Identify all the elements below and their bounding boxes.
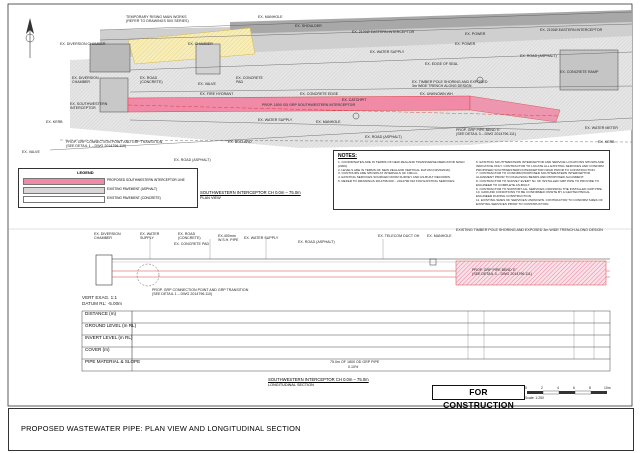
notes-box [333,150,610,210]
label-ex-road-concrete: EX. ROAD (CONCRETE) [140,76,163,84]
note-item: 3. CONTOURS ARE SHOWN AT INTERVALS OF 100mm. [338,171,419,176]
label-ex-fire-hydrant: EX. FIRE HYDRANT [200,92,234,96]
label-ex-edge-of-seal: EX. EDGE OF SEAL [425,62,459,66]
label-ex-timber-pole: EX. TIMBER POLE SHORING AND EXPOSED 3m WIDE TRENCH ALONG DESIGN [412,80,488,88]
note-item: 8. CONTRACTOR TO SURVEY EVERY 5m OF INSTALLED GRP PIPE TO PROVIDE TO ENGINEER TO COMPLETE AS-BUILT. [476,178,600,187]
row-label-cover: COVER (m) [85,347,110,352]
concrete-pad [196,44,220,74]
scale-tick: 8 [589,386,591,390]
detail-callout-circle [137,264,159,286]
label-ex-road-asphalt-mid: EX. ROAD (ASPHALT) [365,135,402,139]
scale-tick: 0 [525,386,527,390]
label-ex-diversion-left: EX. DIVERSION CHAMBER [72,76,99,84]
notes-left-column [338,161,466,184]
section-chamber [96,255,112,285]
label-ex-chamber: EX. CHAMBER [188,42,213,46]
notes-right-column [476,161,604,207]
label-ex-bollard: EX. BOLLARD [228,140,252,144]
label-ex-southwestern-interceptor: EX. SOUTHWESTERN INTERCEPTOR [70,102,108,110]
label-ex-road-asphalt-low: EX. ROAD (ASPHALT) [174,158,211,162]
note-item: 2. LEVELS ARE IN TERMS OF NEW ZEALAND VERTICAL DATUM (NZVD2016). [338,167,451,172]
section-label-road-concrete: EX. ROAD (CONCRETE) [178,232,201,240]
label-prop-grp-connection: PROP. GRP CONNECTION POINT AND GRP TRANSITION (SEE DETAIL 1 – DWG 2014796.110) [66,140,163,148]
scale-tick: 6 [573,386,575,390]
diversion-chamber [90,44,130,72]
section-label-manhole: EX. MANHOLE [427,234,452,238]
label-ex-concrete-edge: EX. CONCRETE EDGE [300,92,339,96]
label-temp-works: TEMPORARY RISING MAIN WORKS (REFER TO DRAWINGS 50X SERIES) [126,15,189,23]
label-proposed-pipe: PROP. 1800 OD GRP SOUTHWESTERN INTERCEPTOR [262,103,356,107]
row-label-distance: DISTANCE (m) [85,311,117,316]
label-ex-power: EX. POWER [455,42,476,46]
note-item: 5. REFER TO DRAWINGS 2014796.000 – 2014796.010 FOR EXISTING SERVICES. [338,178,456,183]
plan-view-title: SOUTHWESTERN INTERCEPTOR CH 0.0m – 75.0m [200,190,301,195]
pipe-slope-value: 0.10% [348,365,359,369]
vert-exag-label: VERT EXAG. 1:1 [82,295,118,300]
section-label-road-asphalt: EX. ROAD (ASPHALT) [298,240,335,244]
label-ex-catchpit: EX. CATCHPIT [342,98,367,102]
datum-label: DATUM RL: -5.00m [82,301,122,306]
legend-label: PROPOSED SOUTHWESTERN INTERCEPTOR LINE [107,178,185,182]
section-label-concrete-pad: EX. CONCRETE PAD [174,242,210,246]
legend-label: EXISTING PAVEMENT (ASPHALT) [107,187,158,191]
label-ex-kerb-left: EX. KERB [46,120,63,124]
scale-label: Scale: 1:250 [525,396,544,400]
label-ex-road-asphalt-top: EX. ROAD (ASPHALT) [520,54,557,58]
scale-tick: 2 [541,386,543,390]
north-arrow-icon [26,18,34,58]
legend-swatch [23,178,105,185]
pipe-material-value: 75.0m OF 1800 OD GRP PIPE [330,360,380,364]
legend-item [23,177,193,185]
label-ex-concrete-pad: EX. CONCRETE PAD [236,76,263,84]
section-label-grp-connection: PROP. GRP CONNECTION POINT AND GRP TRANSITION (SEE DETAIL 1 – DWG 2014796.110) [152,288,249,296]
legend [18,168,198,208]
note-item: 9. CONTRACTOR TO SUPPORT ALL SERVICES CROSSING THE INSTALLED GRP PIPE. [476,186,603,191]
label-ex-shoulder: EX. SHOULDER [295,24,322,28]
legend-item [23,195,193,203]
legend-label: EXISTING PAVEMENT (CONCRETE) [107,196,161,200]
section-label-telecom: EX. TELECOM DUCT OH [378,234,420,238]
section-label-grp-bend: PROP. GRP PIPE BEND 'E' (SEE DETAIL 3 – DWG 2014796.111) [472,268,532,276]
label-ex-valve: EX. VALVE [198,82,216,86]
section-title: SOUTHWESTERN INTERCEPTOR CH 0.0m – 75.0m [268,377,369,382]
scale-bar [525,384,625,407]
legend-title: LEGEND [77,170,94,175]
label-ex-eastern-interceptor-right: EX. 2100Ø EASTERN INTERCEPTOR [540,28,603,32]
label-ex-concrete-ramp: EX. CONCRETE RAMP [560,70,599,74]
legend-swatch [23,196,105,203]
title-block [8,408,634,451]
label-ex-kerb-right: EX. KERB [598,140,615,144]
row-label-invert-level: INVERT LEVEL (m RL) [85,335,133,340]
drawing-title: PROPOSED WASTEWATER PIPE: PLAN VIEW AND LONGITUDINAL SECTION [21,424,301,433]
row-label-ground-level: GROUND LEVEL (m RL) [85,323,137,328]
label-ex-unknown-wh: EX. UNKNOWN WH [420,92,453,96]
section-label-timber: EXISTING TIMBER POLE SHORING AND EXPOSED 3m WIDE TRENCH ALONG DESIGN [456,228,603,232]
note-item: 6. EXISTING SOUTHWESTERN INTERCEPTOR AND SERVICE LOCATIONS SHOWN ARE INDICATIVE ONLY. CONTRACTOR TO LOCATE ALL EXISTING SERVICES AND CONFIRM PROPOSED SOUTHWESTERN INTERCEPTOR NZGD PRIOR TO CONSTRUCTION. [476,160,604,172]
note-item: 7. CONTRACTOR TO CONFIRM PROPOSED SOUTHWESTERN INTERCEPTOR ALIGNMENT PRIOR TO FINALISING BENDS AND PROPOSED ALIGNMENT. [476,171,591,180]
scale-tick: 4 [557,386,559,390]
for-construction-stamp: FOR CONSTRUCTION [432,385,525,400]
legend-item [23,186,193,194]
label-ex-diversion-chamber: EX. DIVERSION CHAMBER [60,42,106,46]
section-label-water: EX. WATER SUPPLY [140,232,160,240]
row-label-pipe-material: PIPE MATERIAL & SLOPE [85,359,141,364]
label-ex-manhole: EX. MANHOLE [258,15,283,19]
label-ex-water-meter: EX. WATER METER [585,126,618,130]
section-label-400-pipe: EX.400mm W.S.H. PIPE [218,234,239,242]
notes-heading: NOTES: [338,153,357,159]
label-ex-power-2: EX. POWER [465,32,486,36]
plan-view-subtitle: PLAN VIEW [200,196,221,200]
legend-swatch [23,187,105,194]
section-label-diversion: EX. DIVERSION CHAMBER [94,232,121,240]
label-ex-valve-left: EX. VALVE [22,150,40,154]
label-prop-grp-bend: PROP. GRP PIPE BEND 'E' (SEE DETAIL 3 – DWG 2014796.111) [456,128,516,136]
note-item: 1. COORDINATES ARE IN TERMS OF NEW ZEALAND TRANSVERSE MERCATOR NZGD (2000). [338,160,465,168]
label-ex-manhole-mid: EX. MANHOLE [316,120,341,124]
section-subtitle: LONGITUDINAL SECTION [268,383,314,387]
label-ex-water-supply: EX. WATER SUPPLY [370,50,405,54]
label-ex-water-supply-mid: EX. WATER SUPPLY [258,118,293,122]
note-item: 4. EXISTING SERVICES SOURCED FROM SURVEY AND AS-BUILT RECORDS. [338,175,451,180]
note-item: 10. GROUND CONDITIONS TO BE CONFIRMED ONSITE BY A GEOTECHNICAL ENGINEER DURING CONSTRUCTION. [476,190,590,199]
scale-tick: 10m [604,386,611,390]
label-ex-eastern-interceptor: EX. 2100Ø EASTERN INTERCEPTOR [352,30,415,34]
note-item: 11. EXISTING SIZES OF SERVICES UNKNOWN. CONTRACTOR TO CONFIRM SIZES OF EXISTING SERVICES PRIOR TO CONSTRUCTION. [476,197,603,206]
section-label-water-supply: EX. WATER SUPPLY [244,236,279,240]
